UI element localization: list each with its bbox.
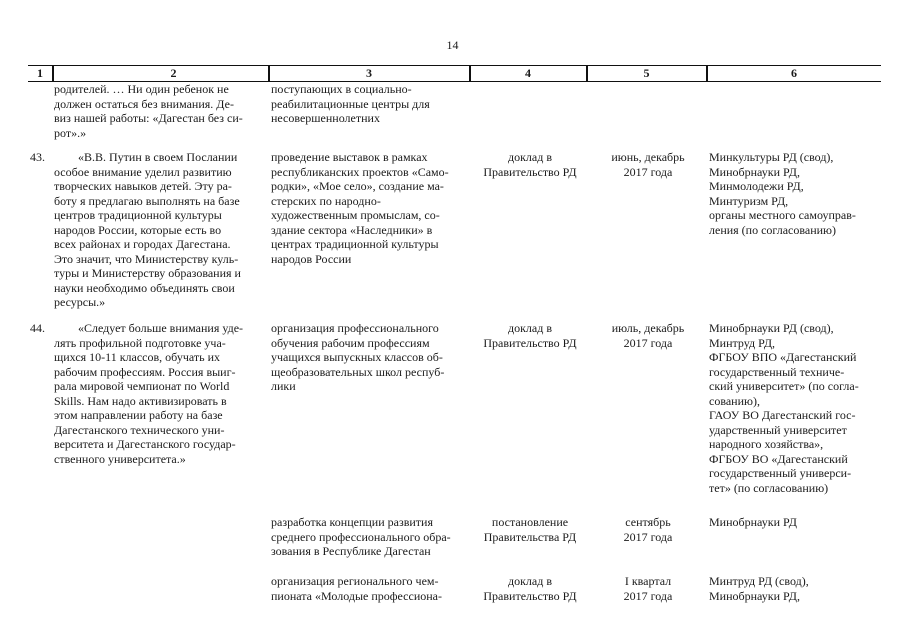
text-line: Минтруд РД, [709, 335, 776, 350]
text-line: тет» (по согласованию) [709, 480, 829, 495]
text-line: государственный техниче- [709, 364, 845, 379]
text-line: разработка концепции развития [271, 515, 433, 529]
text-line: проведение выставок в рамках [271, 150, 428, 164]
row44b-report-form [474, 515, 586, 544]
row-number: 43. [30, 150, 45, 164]
text-line: ударственный университет [709, 422, 847, 437]
text-line: Правительство РД [483, 588, 577, 603]
text-line: рот».» [54, 125, 87, 140]
text-line: реабилитационные центры для [271, 96, 430, 111]
text-line: родки», «Мое село», создание ма- [271, 179, 444, 193]
header-col-3: 3 [366, 66, 372, 80]
row44-action [271, 321, 468, 394]
text-line: народов России, которые есть во [54, 222, 222, 237]
table-header-row [28, 65, 881, 82]
text-line: учащихся выпускных классов об- [271, 350, 443, 364]
text-line: Минмолодежи РД, [709, 179, 804, 193]
text-line: государственный универси- [709, 466, 852, 480]
text-line: ский университет» (по согла- [709, 379, 859, 393]
text-line: верситета и Дагестанского государ- [54, 437, 236, 451]
row44c-report-form [474, 574, 586, 603]
text-line: Skills. Нам надо активизировать в [54, 393, 227, 408]
row44c-action [271, 574, 468, 603]
text-line: должен остаться без внимания. Де- [54, 96, 234, 111]
continuation-action [271, 82, 468, 126]
text-line: стерских по народно- [271, 193, 381, 208]
text-line: ления (по согласованию) [709, 222, 837, 237]
text-line: творческих навыков детей. Эту ра- [54, 179, 232, 193]
text-line: доклад в [507, 574, 553, 588]
text-line: несовершеннолетних [271, 111, 380, 125]
text-line: Минобрнауки РД, [709, 164, 800, 179]
text-line: рала мировой чемпионат по World [54, 379, 230, 393]
row-number: 44. [30, 321, 45, 335]
row43-deadline [593, 150, 703, 179]
text-line: щихся 10-11 классов, обучать их [54, 350, 221, 364]
text-line: Дагестанского технического уни- [54, 422, 225, 437]
text-line: сентябрь [625, 515, 671, 529]
row44b-responsible [709, 515, 881, 530]
text-line: народов России [271, 251, 352, 266]
row44c-responsible [709, 574, 881, 603]
row44-report-form [474, 321, 586, 350]
text-line: особое внимание уделил развитию [54, 164, 232, 179]
text-line: июнь, декабрь [611, 150, 685, 164]
row43-responsible [709, 150, 881, 237]
text-line: органы местного самоуправ- [709, 208, 856, 222]
text-line: Это значит, что Министерству куль- [54, 251, 239, 266]
text-line: художественным промыслам, со- [271, 208, 440, 222]
row43-action [271, 150, 468, 266]
text-line: доклад в [507, 150, 553, 164]
text-line: ФГБОУ ВПО «Дагестанский [709, 350, 857, 364]
text-line: постановление [491, 515, 569, 529]
text-line: 2017 года [623, 529, 673, 544]
text-line: лики [271, 379, 296, 393]
text-line: Минтруд РД (свод), [709, 574, 809, 588]
text-line: ГАОУ ВО Дагестанский гос- [709, 408, 856, 422]
text-line: ственного университета.» [54, 451, 186, 466]
text-line: науки необходимо объединять свои [54, 280, 235, 295]
text-line: 2017 года [623, 164, 673, 179]
header-col-2: 2 [170, 66, 177, 80]
text-line: Правительство РД [483, 335, 577, 350]
row44-responsible [709, 321, 881, 495]
text-line: Минобрнауки РД, [709, 588, 800, 603]
row44-quote [54, 321, 262, 466]
text-line: здание сектора «Наследники» в [271, 222, 433, 237]
text-line: боту я предлагаю выполнять на базе [54, 193, 240, 208]
text-line: Минобрнауки РД [709, 515, 797, 529]
text-line: щеобразовательных школ респуб- [271, 364, 445, 379]
text-line: 2017 года [623, 335, 673, 350]
text-line: Минобрнауки РД (свод), [709, 321, 834, 335]
text-line: Минкультуры РД (свод), [709, 150, 834, 164]
text-line: пионата «Молодые профессиона- [271, 588, 442, 603]
header-col-5: 5 [643, 66, 650, 80]
row43-quote [54, 150, 262, 310]
page-number: 14 [446, 38, 459, 52]
text-line: сованию), [709, 393, 760, 408]
text-line: «В.В. Путин в своем Послании [78, 150, 238, 164]
text-line: родителей. … Ни один ребенок не [54, 82, 229, 96]
header-col-4: 4 [525, 66, 531, 80]
row44c-deadline [593, 574, 703, 603]
text-line: Правительство РД [483, 164, 577, 179]
row44b-action [271, 515, 468, 559]
text-line: этом направлении работу на базе [54, 408, 223, 422]
text-line: доклад в [507, 321, 553, 335]
text-line: организация регионального чем- [271, 574, 439, 588]
header-col-6: 6 [791, 66, 797, 80]
text-line: народного хозяйства», [709, 437, 824, 451]
text-line: центров традиционной культуры [54, 208, 222, 222]
text-line: организация профессионального [271, 321, 439, 335]
text-line: лять профильной подготовке уча- [54, 335, 226, 350]
row44b-deadline [593, 515, 703, 544]
text-line: туры и Министерству образования и [54, 266, 241, 280]
text-line: 2017 года [623, 588, 673, 603]
text-line: I квартал [624, 574, 672, 588]
text-line: «Следует больше внимания уде- [78, 321, 244, 335]
text-line: обучения рабочим профессиям [271, 335, 430, 350]
text-line: среднего профессионального обра- [271, 529, 451, 544]
text-line: зования в Республике Дагестан [271, 544, 431, 558]
text-line: виз нашей работы: «Дагестан без си- [54, 111, 243, 125]
text-line: центрах традиционной культуры [271, 237, 439, 251]
text-line: ФГБОУ ВО «Дагестанский [709, 451, 848, 466]
text-line: республиканских проектов «Само- [271, 164, 449, 179]
text-line: Правительства РД [483, 529, 577, 544]
continuation-text [54, 82, 262, 140]
row44-deadline [593, 321, 703, 350]
text-line: поступающих в социально- [271, 82, 412, 96]
text-line: Минтуризм РД, [709, 193, 789, 208]
text-line: июль, декабрь [611, 321, 685, 335]
row43-report-form [474, 150, 586, 179]
text-line: всех районах и городах Дагестана. [54, 237, 231, 251]
text-line: рабочим профессиям. Россия выиг- [54, 364, 236, 379]
text-line: ресурсы.» [54, 295, 106, 309]
header-col-1: 1 [37, 66, 43, 80]
